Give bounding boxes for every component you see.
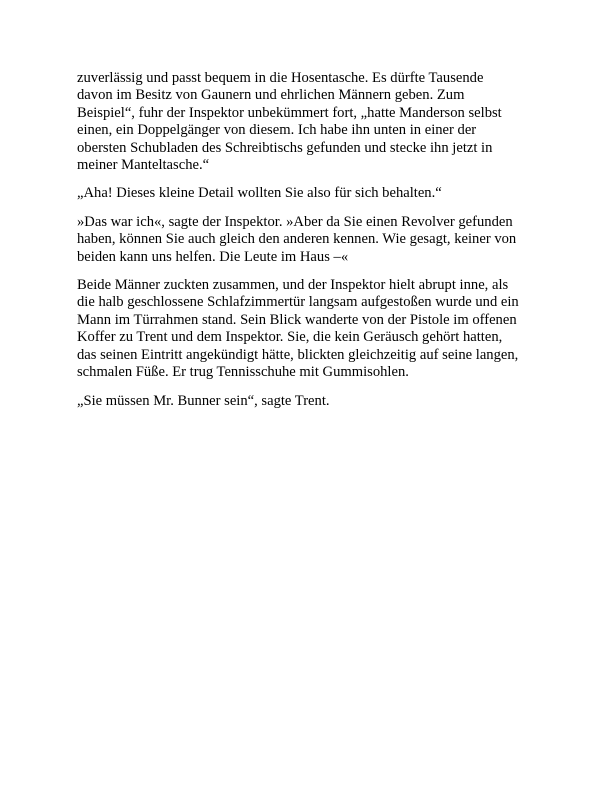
text-line: Beide Männer zuckten zusammen, und der Inspektor hielt abrupt inne, als [77,277,509,294]
text-line: einen, ein Doppelgänger von diesem. Ich habe ihn unten in einer der [77,122,477,139]
text-line: zuverlässig und passt bequem in die Hosentasche. Es dürfte Tausende [77,70,484,86]
paragraph [77,214,537,266]
text-line: haben, können Sie auch gleich den anderen kennen. Wie gesagt, keiner von [77,231,517,248]
text-line: Beispiel“, fuhr der Inspektor unbekümmert fort, „hatte Manderson selbst [77,104,502,121]
text-line: schmalen Füße. Er trug Tennisschuhe mit Gummisohlen. [77,364,409,381]
text-line: beiden kann uns helfen. Die Leute im Haus –« [77,248,349,265]
text-line: meiner Manteltasche.“ [77,157,210,174]
text-line: das seinen Eintritt angekündigt hätte, blickten gleichzeitig auf seine langen, [77,346,519,363]
text-line: davon im Besitz von Gaunern und ehrlichen Männern geben. Zum [77,87,465,104]
paragraph [77,277,537,381]
text-line: obersten Schubladen des Schreibtischs gefunden und stecke ihn jetzt in [77,139,493,156]
text-line: Mann im Türrahmen stand. Sein Blick wanderte von der Pistole im offenen [77,311,517,328]
paragraph [77,70,537,174]
paragraph [77,185,537,202]
text-line: „Aha! Dieses kleine Detail wollten Sie also für sich behalten.“ [77,185,442,202]
document-body [77,70,537,421]
paragraph [77,393,537,410]
text-line: „Sie müssen Mr. Bunner sein“, sagte Trent. [77,392,330,409]
text-line: die halb geschlossene Schlafzimmertür langsam aufgestoßen wurde und ein [77,294,519,311]
text-line: »Das war ich«, sagte der Inspektor. »Aber da Sie einen Revolver gefunden [77,213,513,230]
text-line: Koffer zu Trent und dem Inspektor. Sie, die kein Geräusch gehört hatten, [77,329,503,346]
